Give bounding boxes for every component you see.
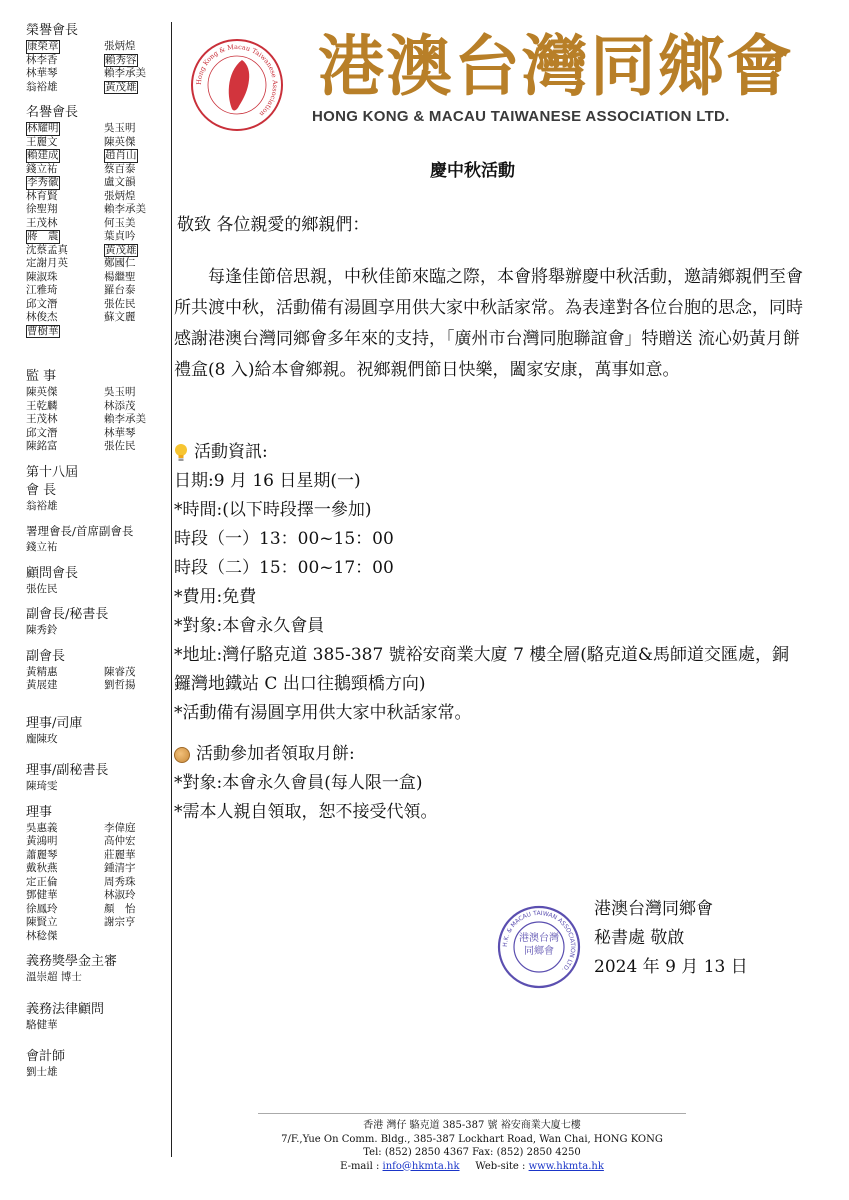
person-name: 楊繼聖 xyxy=(104,270,136,283)
person-name: 林俊杰 xyxy=(26,311,58,323)
footer-address-zh: 香港 灣仔 駱克道 385-387 號 裕安商業大廈七樓 xyxy=(363,1120,581,1131)
signature-date: 2024 年 9 月 13 日 xyxy=(594,957,748,977)
section-title: 第十八屆 xyxy=(26,464,79,480)
person-name: 黃精惠 xyxy=(26,665,58,678)
person-name: 邱文潛 xyxy=(26,426,58,439)
person-name: 陳秀鈴 xyxy=(26,624,58,636)
person-name: 沈蔡孟真 xyxy=(26,243,68,256)
seal-center-text: 港澳台灣同鄉會 xyxy=(519,933,559,957)
footer-phone-fax: Tel: (852) 2850 4367 Fax: (852) 2850 4250 xyxy=(363,1147,581,1158)
section-title: 義務法律顧問 xyxy=(26,1001,105,1017)
person-name: 康榮章 xyxy=(27,40,59,52)
person-name: 賴李承美 xyxy=(104,203,146,215)
event-note: *活動備有湯圓享用供大家中秋話家常。 xyxy=(174,703,472,723)
section-title: 理事 xyxy=(26,804,53,820)
person-name: 李秀徽 xyxy=(27,176,59,188)
person-name: 鄭國仁 xyxy=(104,257,136,269)
person-name: 蔡百泰 xyxy=(104,162,136,175)
person-name: 林育賢 xyxy=(26,189,58,202)
name-list xyxy=(26,666,168,693)
person-name: 徐聖翔 xyxy=(26,203,58,215)
person-name: 蕭麗琴 xyxy=(26,848,58,861)
acting-president-section xyxy=(26,523,168,555)
person-name: 張佐民 xyxy=(104,297,136,310)
person-name: 王茂林 xyxy=(26,413,58,425)
body-paragraph: 每逢佳節倍思親，中秋佳節來臨之際，本會將舉辦慶中秋活動，邀請鄉親們至會所共渡中秋，活動備有湯圓享用供大家中秋話家常。為表達對各位台胞的思念，同時感謝港澳台灣同鄉會多年來的支持，「廣州市台灣同胞聯誼會」特贈送 流心奶黃月餅禮盒(8 入)給本會鄉親。祝鄉親們節日快樂，闔家安康，萬事如意。 xyxy=(174,267,803,380)
title-presidents-section xyxy=(26,104,168,338)
person-name: 羅台泰 xyxy=(104,284,136,296)
person-name: 賴秀容 xyxy=(105,53,137,66)
time-slot-2: 時段（二）15：00~17：00 xyxy=(174,558,394,578)
section-title: 榮譽會長 xyxy=(26,23,79,38)
person-name: 吳惠義 xyxy=(26,821,58,834)
event-info xyxy=(174,438,804,827)
mooncake-icon xyxy=(174,747,190,763)
treasurer-section xyxy=(26,715,168,747)
section-title: 副會長/秘書長 xyxy=(26,607,109,622)
mooncake-heading-row xyxy=(174,740,804,769)
person-name: 陳賢立 xyxy=(26,916,58,928)
info-heading: 活動資訊: xyxy=(194,442,268,462)
person-name: 謝宗亨 xyxy=(104,916,136,928)
supervisors-section xyxy=(26,368,168,454)
person-name: 林耀明 xyxy=(27,122,59,134)
lightbulb-icon xyxy=(174,443,188,463)
section-title: 名譽會長 xyxy=(26,105,79,120)
section-title: 顧問會長 xyxy=(26,565,79,581)
section-title: 會計師 xyxy=(26,1049,66,1064)
person-name: 江雅琦 xyxy=(26,284,58,296)
person-name: 戴秋燕 xyxy=(26,862,58,874)
person-name: 鄧健華 xyxy=(26,889,58,901)
person-name: 黃鴻明 xyxy=(26,835,58,847)
person-name: 張炳煌 xyxy=(104,40,136,52)
person-name: 吳玉明 xyxy=(104,386,136,398)
person-name: 張炳煌 xyxy=(104,189,136,202)
person-name: 賴李承美 xyxy=(104,413,146,425)
signature-block xyxy=(594,895,748,982)
email-link[interactable]: info@hkmta.hk xyxy=(382,1160,460,1172)
person-name: 王麗文 xyxy=(26,135,58,148)
footer-divider xyxy=(258,1113,686,1114)
person-name: 林李香 xyxy=(26,53,58,66)
time-slot-1: 時段（一）13：00~15：00 xyxy=(174,529,394,549)
email-label: E-mail : xyxy=(340,1160,383,1172)
person-name: 林華琴 xyxy=(104,426,136,439)
web-label: Web-site : xyxy=(459,1160,529,1172)
person-name: 鍾清宇 xyxy=(104,862,136,874)
brand-english-name: HONG KONG & MACAU TAIWANESE ASSOCIATION LTD. xyxy=(312,108,730,125)
person-name: 徐鳳玲 xyxy=(26,902,58,915)
person-name: 周秀珠 xyxy=(104,875,136,888)
advisor-section xyxy=(26,565,168,597)
person-name: 錢立祐 xyxy=(26,541,58,553)
person-name: 盧文韻 xyxy=(104,176,136,188)
person-name: 黃茂雄 xyxy=(105,243,137,256)
person-name: 高仲宏 xyxy=(104,835,136,847)
person-name: 吳玉明 xyxy=(104,122,136,134)
person-name: 翁裕雄 xyxy=(26,80,58,93)
association-logo xyxy=(190,38,284,132)
person-name: 王茂林 xyxy=(26,216,58,229)
logo-ring-text: Hong Kong & Macau Taiwanese Association xyxy=(194,42,280,119)
person-name: 張佐民 xyxy=(26,582,58,595)
sidebar xyxy=(26,22,168,1090)
legal-section xyxy=(26,1001,168,1033)
mooncake-note: *需本人親自領取，恕不接受代領。 xyxy=(174,802,438,822)
accountant-section xyxy=(26,1048,168,1080)
person-name: 蔣 震 xyxy=(27,230,59,242)
person-name: 陳睿茂 xyxy=(104,665,136,678)
name-list xyxy=(26,40,168,94)
section-title: 理事/司庫 xyxy=(26,715,83,731)
name-list xyxy=(26,386,168,454)
vice-presidents-section xyxy=(26,648,168,693)
person-name: 黃茂雄 xyxy=(105,80,137,93)
person-name: 劉士雄 xyxy=(26,1066,58,1078)
vp-secretary-section xyxy=(26,606,168,638)
person-name: 曹樹華 xyxy=(27,324,59,337)
section-subtitle: 會 長 xyxy=(26,482,57,498)
scholarship-section xyxy=(26,953,168,985)
directors-section xyxy=(26,804,168,944)
page-title: 慶中秋活動 xyxy=(430,161,515,181)
person-name: 陳淑珠 xyxy=(26,270,58,283)
deputy-secretary-section xyxy=(26,762,168,794)
signature-org: 港澳台灣同鄉會 xyxy=(594,899,713,919)
person-name: 林華琴 xyxy=(26,67,58,79)
association-seal xyxy=(497,905,581,989)
person-name: 陳琦雯 xyxy=(26,780,58,792)
person-name: 陳英傑 xyxy=(26,386,58,398)
person-name: 林稔傑 xyxy=(26,929,58,942)
event-time: *時間:(以下時段擇一參加) xyxy=(174,500,372,520)
person-name: 龐陳玫 xyxy=(26,732,58,745)
footer-contact xyxy=(258,1160,686,1174)
event-fee: *費用:免費 xyxy=(174,587,257,607)
person-name: 錢立祐 xyxy=(26,162,58,175)
person-name: 定謝月英 xyxy=(26,257,68,269)
person-name: 陳英傑 xyxy=(104,135,136,148)
mooncake-audience: *對象:本會永久會員(每人限一盒) xyxy=(174,773,423,793)
name-list xyxy=(26,122,168,338)
name-list xyxy=(26,822,168,944)
section-title: 署理會長/首席副會長 xyxy=(26,524,134,538)
person-name: 林添茂 xyxy=(104,399,136,412)
person-name: 陳銘富 xyxy=(26,440,58,452)
person-name: 翁裕雄 xyxy=(26,499,58,512)
person-name: 莊麗華 xyxy=(104,848,136,861)
mooncake-heading: 活動參加者領取月餅: xyxy=(196,744,355,764)
salutation: 敬致 各位親愛的鄉親們： xyxy=(177,215,370,235)
signature-dept: 秘書處 敬啟 xyxy=(594,928,685,948)
footer xyxy=(258,1119,686,1173)
person-name: 趙肖山 xyxy=(105,149,137,161)
section-title: 義務獎學金主審 xyxy=(26,954,118,969)
person-name: 李偉庭 xyxy=(104,821,136,834)
person-name: 何玉美 xyxy=(104,216,136,229)
person-name: 林淑玲 xyxy=(104,889,136,901)
info-heading-row xyxy=(174,438,804,467)
person-name: 劉哲揚 xyxy=(104,679,136,691)
person-name: 葉貞吟 xyxy=(104,230,136,242)
event-date: 日期:9 月 16 日星期(一) xyxy=(174,471,361,491)
person-name: 顏 怡 xyxy=(104,902,136,915)
footer-address-en: 7/F.,Yue On Comm. Bldg., 385-387 Lockhart Road, Wan Chai, HONG KONG xyxy=(281,1133,663,1145)
honorary-presidents-section xyxy=(26,22,168,94)
person-name: 邱文潛 xyxy=(26,297,58,310)
term-18-section xyxy=(26,464,168,514)
section-title: 監 事 xyxy=(26,369,57,384)
person-name: 賴建成 xyxy=(27,149,59,161)
website-link[interactable]: www.hkmta.hk xyxy=(528,1160,604,1172)
person-name: 王乾麟 xyxy=(26,399,58,412)
person-name: 溫崇超 博士 xyxy=(26,971,82,983)
event-audience: *對象:本會永久會員 xyxy=(174,616,325,636)
person-name: 蘇文麗 xyxy=(104,311,136,323)
event-address: *地址:灣仔駱克道 385-387 號裕安商業大廈 7 樓全層(駱克道&馬師道交匯處，銅鑼灣地鐵站 C 出口往鵝頸橋方向) xyxy=(174,645,790,694)
sidebar-divider xyxy=(171,22,172,1157)
section-title: 副會長 xyxy=(26,648,66,664)
person-name: 定正倫 xyxy=(26,875,58,888)
person-name: 張佐民 xyxy=(104,440,136,452)
seal-ring-text: H.K. & MACAU TAIWAN ASSOCIATION LTD. xyxy=(501,909,577,973)
section-title: 理事/副秘書長 xyxy=(26,763,109,778)
person-name: 賴李承美 xyxy=(104,67,146,79)
person-name: 黃展建 xyxy=(26,679,58,691)
brand-chinese-name: 港澳台灣同鄉會 xyxy=(318,27,794,105)
person-name: 駱健華 xyxy=(26,1018,58,1031)
